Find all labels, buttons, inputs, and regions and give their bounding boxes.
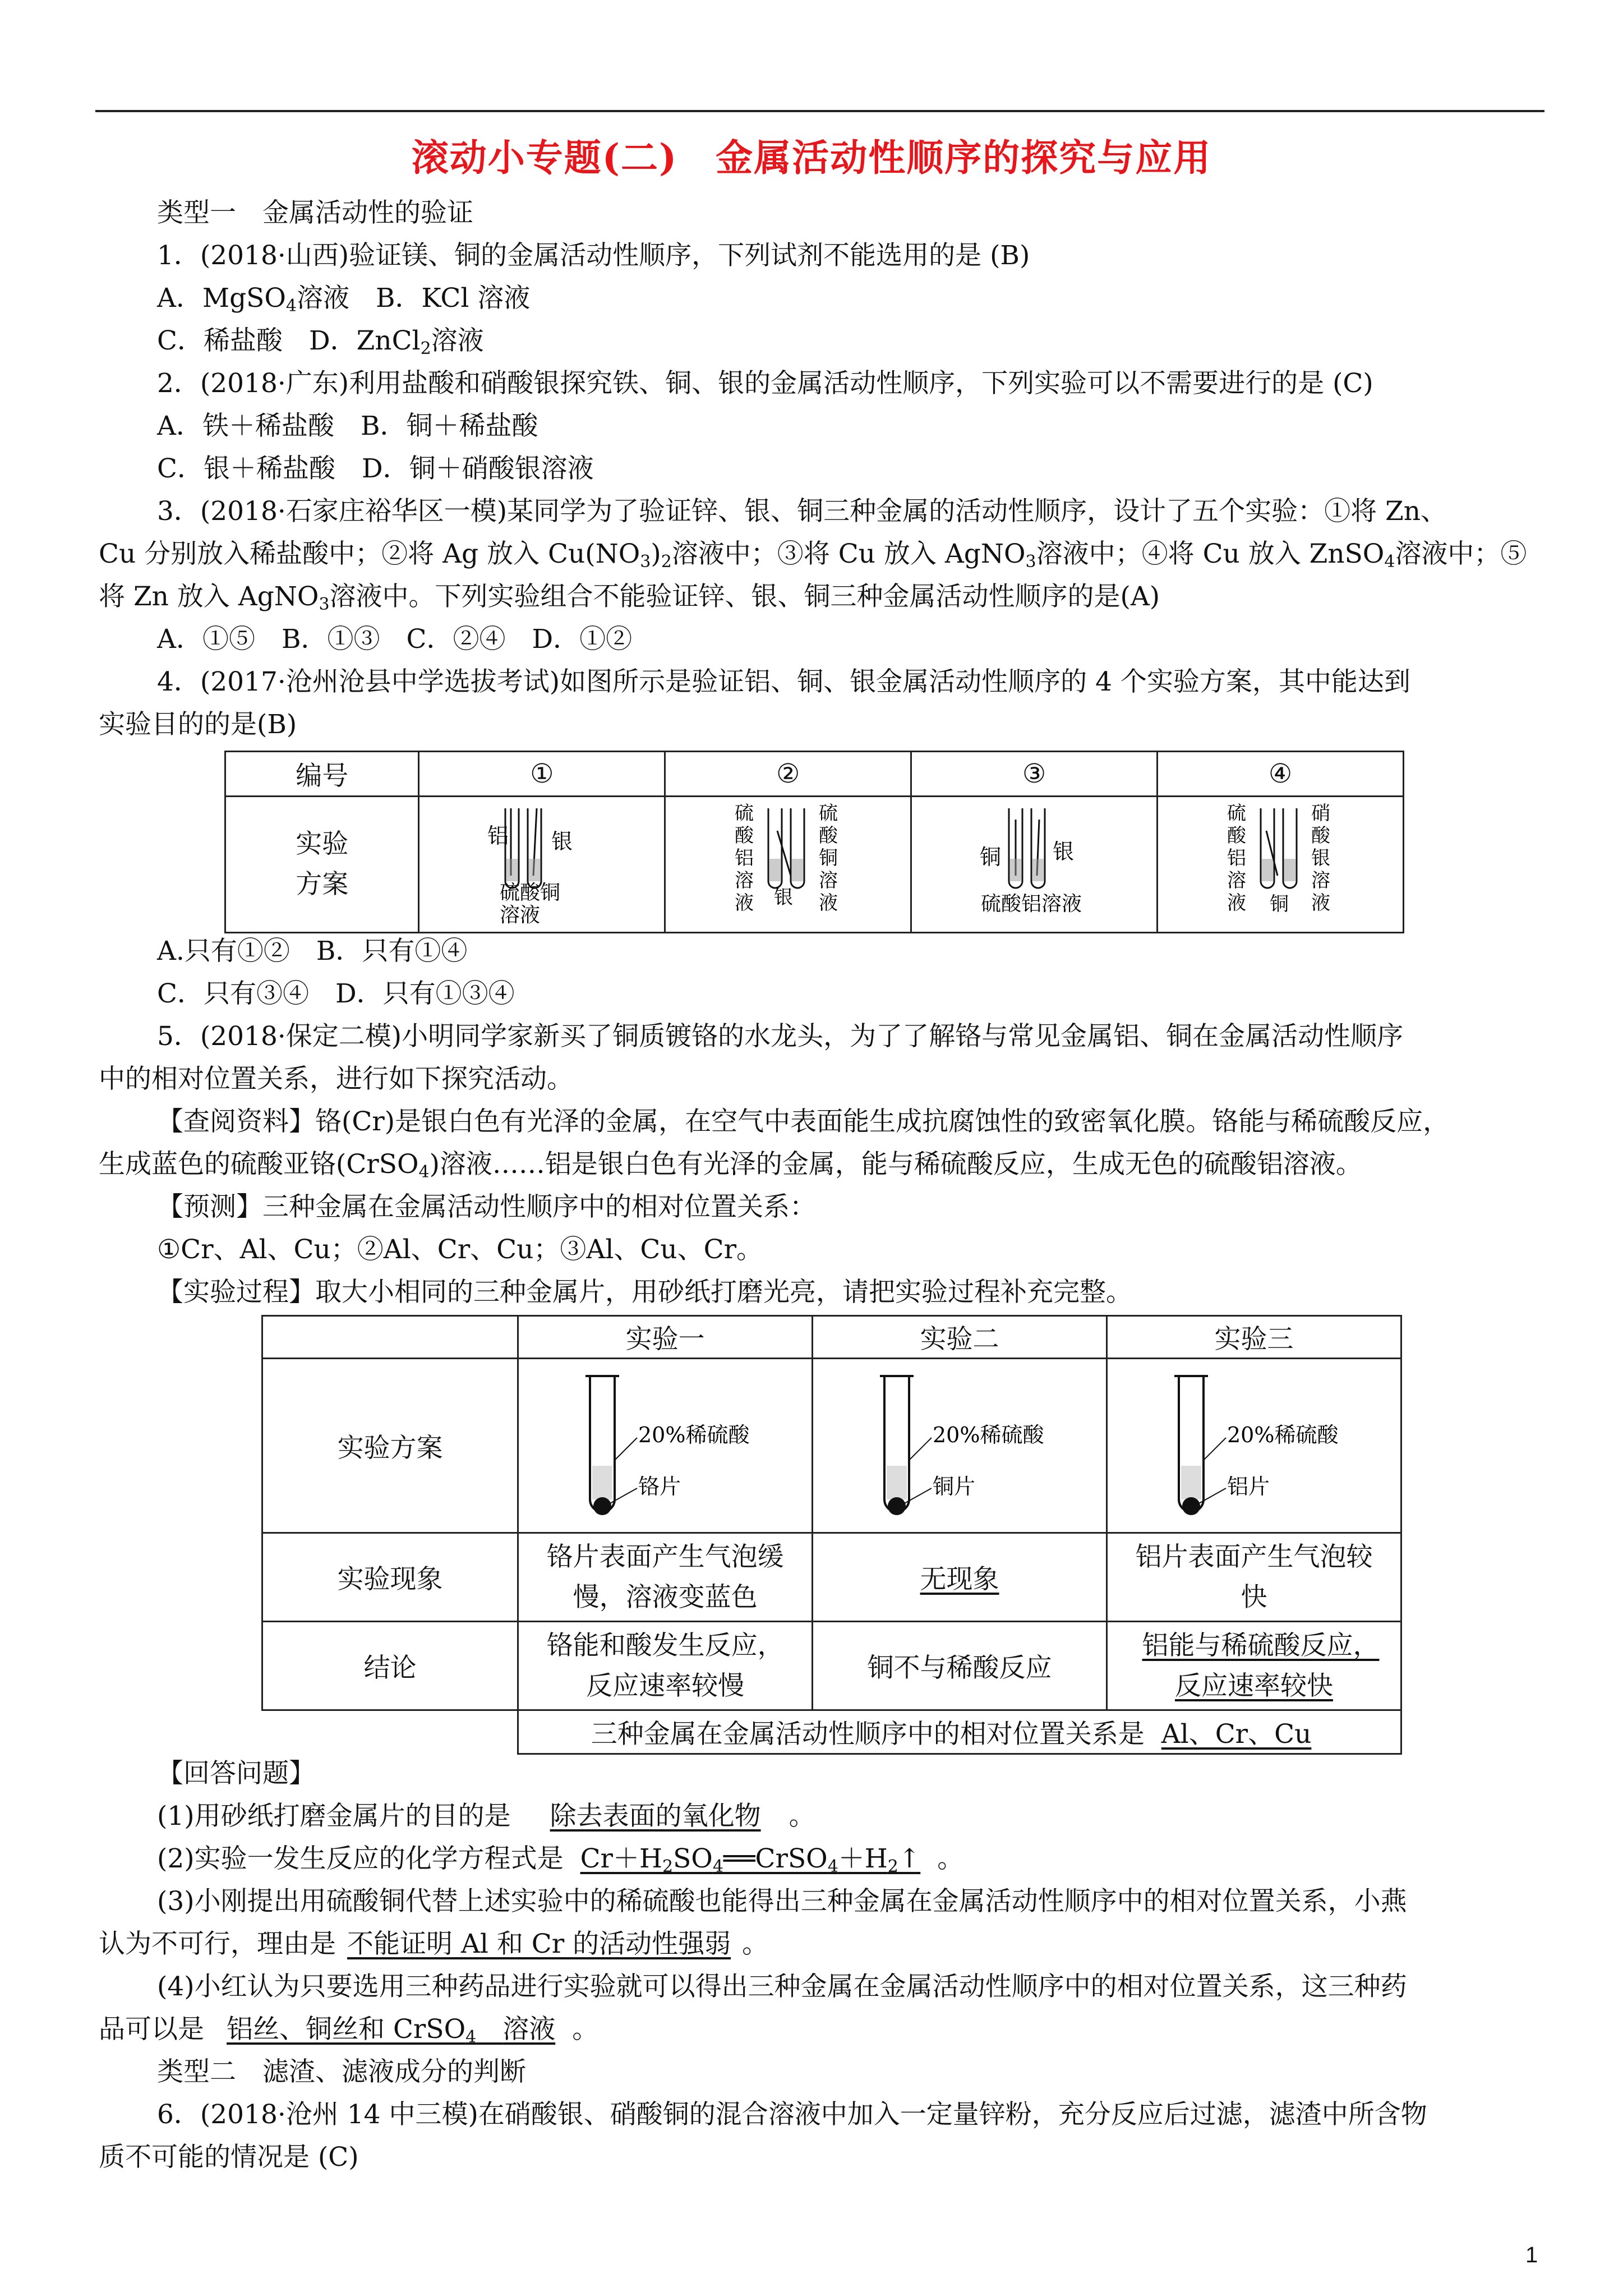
q4-header-4: ④	[1158, 752, 1404, 797]
q5-conclusion-1: 铬能和酸发生反应， 反应速率较慢	[518, 1622, 813, 1710]
q5-phenomenon-3: 铝片表面产生气泡较 快	[1107, 1533, 1401, 1622]
q5-header-2: 实验二	[813, 1316, 1107, 1359]
chemical-equation: $Cr+H_2SO_4══CrSO_4+H_2↑$	[580, 1843, 921, 1876]
q5-row-phenomenon-label: 实验现象	[262, 1533, 518, 1622]
c2-left-char-2: 酸	[735, 825, 754, 847]
q6-line-1: 6．(2018·沧州 14 中三模)在硝酸银、硝酸铜的混合溶液中加入一定量锌粉，充分反应后过滤，滤渣中所含物	[157, 2099, 1427, 2130]
c1-bottom-label-1: 硫酸铜	[500, 881, 561, 904]
q5-header-1: 实验一	[518, 1316, 813, 1359]
q5-table	[261, 1315, 1402, 1755]
section-heading-1: 类型一 金属活动性的验证	[157, 197, 473, 228]
c4-left-char-5: 液	[1227, 892, 1247, 914]
q5-summary-empty	[262, 1710, 518, 1754]
metal-label-3: 铝片	[1227, 1474, 1270, 1499]
c3-right-label: 银	[1053, 839, 1075, 864]
q4-line-1: 4．(2017·沧州沧县中学选拔考试)如图所示是验证铝、铜、银金属活动性顺序的 4 个实验方案，其中能达到	[157, 666, 1410, 697]
q5-conclusion-2: 铜不与稀酸反应	[813, 1622, 1107, 1710]
q5-phenomenon-2: 无现象	[813, 1533, 1107, 1622]
c3-left-label: 铜	[980, 845, 1002, 869]
c4-left-char-1: 硫	[1227, 802, 1247, 825]
q5-header-empty	[262, 1316, 518, 1359]
c4-left-char-3: 铝	[1227, 847, 1247, 869]
q4-options-ab: A.只有①② B．只有①④	[157, 936, 468, 967]
q3-options: A．①⑤ B．①③ C．②④ D．①②	[157, 624, 633, 655]
q5-header-3: 实验三	[1107, 1316, 1401, 1359]
q1-stem: 1．(2018·山西)验证镁、铜的金属活动性顺序，下列试剂不能选用的是 (B)	[157, 240, 1030, 271]
metal-label-1: 铬片	[638, 1474, 681, 1499]
q4-options-cd: C．只有③④ D．只有①③④	[157, 978, 515, 1009]
q4-header-1: ①	[419, 752, 665, 797]
acid-label-2: 20%稀硫酸	[933, 1423, 1044, 1447]
c2-mid-label: 银	[774, 886, 794, 909]
section-heading-2: 类型二 滤渣、滤液成分的判断	[157, 2056, 526, 2087]
page-title: 滚动小专题(二) 金属活动性顺序的探究与应用	[411, 136, 1212, 180]
page-number: 1	[1525, 2243, 1538, 2267]
q4-row-label: 实验 方案	[225, 797, 419, 933]
q5-conclusion-3: 铝能与稀硫酸反应， 反应速率较快	[1107, 1622, 1401, 1710]
c3-bottom-label: 硫酸铝溶液	[981, 892, 1082, 915]
q3-line-2: Cu 分别放入稀盐酸中；②将 Ag 放入 $Cu(NO_3)_2$溶液中；③将 Cu 放入 AgNO$_3$溶液中；④将 Cu 放入 ZnSO$_4$溶液中；⑤	[99, 539, 1527, 572]
test-tube-diagram-4	[1160, 797, 1401, 925]
c4-right-char-4: 溶	[1311, 869, 1331, 892]
c2-right-char-5: 液	[819, 892, 838, 914]
test-tube-diagram-1	[421, 797, 662, 925]
q5-row-scheme-label: 实验方案	[262, 1359, 518, 1533]
q5-answer-3-line-2: 认为不可行，理由是 不能证明 Al 和 Cr 的活动性强弱 。	[99, 1929, 769, 1959]
c4-right-char-1: 硝	[1311, 802, 1331, 825]
q5-predict-options: ①Cr、Al、Cu；②Al、Cr、Cu；③Al、Cu、Cr。	[157, 1234, 763, 1265]
q5-summary: 三种金属在金属活动性顺序中的相对位置关系是 Al、Cr、Cu	[518, 1710, 1401, 1754]
c2-left-char-1: 硫	[735, 802, 754, 825]
q5-answer-4-line-2: 品可以是 铝丝、铜丝和 CrSO$_4$ 溶液 。	[99, 2014, 599, 2047]
q4-diagram-3	[911, 797, 1158, 933]
q2-stem: 2．(2018·广东)利用盐酸和硝酸银探究铁、铜、银的金属活动性顺序，下列实验可以不需要进行的是 (C)	[157, 368, 1373, 399]
test-tube-copper	[814, 1359, 1105, 1525]
q4-header-2: ②	[665, 752, 911, 797]
q3-line-1: 3．(2018·石家庄裕华区一模)某同学为了验证锌、银、铜三种金属的活动性顺序，设计了五个实验：①将 Zn、	[157, 496, 1447, 527]
q5-answer-heading: 【回答问题】	[157, 1758, 315, 1789]
c1-right-label: 银	[551, 829, 573, 854]
c2-right-char-3: 铜	[819, 847, 838, 869]
q5-process: 【实验过程】取大小相同的三种金属片，用砂纸打磨光亮，请把实验过程补充完整。	[157, 1277, 1132, 1308]
q4-diagram-1	[419, 797, 665, 933]
q1-options-cd: C．稀盐酸 D．ZnCl$_2$溶液	[157, 325, 484, 358]
c4-left-char-2: 酸	[1227, 825, 1247, 847]
q5-scheme-2	[813, 1359, 1107, 1533]
q5-predict: 【预测】三种金属在金属活动性顺序中的相对位置关系：	[157, 1191, 816, 1222]
acid-label-3: 20%稀硫酸	[1227, 1423, 1339, 1447]
c2-left-char-5: 液	[735, 892, 754, 914]
c4-left-char-4: 溶	[1227, 869, 1247, 892]
c4-mid-label: 铜	[1270, 893, 1289, 915]
q3-line-3: 将 Zn 放入 AgNO$_3$溶液中。下列实验组合不能验证锌、银、铜三种金属活动性顺序的是(A)	[99, 581, 1160, 614]
q4-line-2: 实验目的的是(B)	[99, 709, 297, 740]
header-rule	[95, 110, 1544, 112]
q2-options-cd: C．银＋稀盐酸 D．铜＋硝酸银溶液	[157, 453, 594, 484]
q5-answer-4-line-1: (4)小红认为只要选用三种药品进行实验就可以得出三种金属在金属活动性顺序中的相对位置关系，这三种药	[157, 1971, 1407, 2002]
q5-answer-3-line-1: (3)小刚提出用硫酸铜代替上述实验中的稀硫酸也能得出三种金属在金属活动性顺序中的相对位置关系，小燕	[157, 1886, 1407, 1917]
c2-left-char-4: 溶	[735, 869, 754, 892]
c2-right-char-4: 溶	[819, 869, 838, 892]
q5-row-conclusion-label: 结论	[262, 1622, 518, 1710]
test-tube-diagram-3	[914, 797, 1155, 925]
c2-right-char-2: 酸	[819, 825, 838, 847]
test-tube-aluminum	[1108, 1359, 1400, 1525]
test-tube-chromium	[519, 1359, 811, 1525]
q6-line-2: 质不可能的情况是 (C)	[99, 2142, 359, 2173]
q4-diagram-4	[1158, 797, 1404, 933]
c1-bottom-label-2: 溶液	[500, 904, 541, 925]
q5-scheme-1	[518, 1359, 813, 1533]
test-tube-diagram-2	[667, 797, 909, 925]
q4-header-3: ③	[911, 752, 1158, 797]
q5-info-1: 【查阅资料】铬(Cr)是银白色有光泽的金属，在空气中表面能生成抗腐蚀性的致密氧化膜。铬能与稀硫酸反应，	[157, 1106, 1450, 1137]
q5-line-2: 中的相对位置关系，进行如下探究活动。	[99, 1064, 573, 1094]
q2-options-ab: A．铁＋稀盐酸 B．铜＋稀盐酸	[157, 411, 538, 441]
q1-options-ab: A．MgSO$_4$溶液 B．KCl 溶液	[157, 283, 531, 316]
q5-scheme-3	[1107, 1359, 1401, 1533]
q5-info-2: 生成蓝色的硫酸亚铬(CrSO$_4$)溶液……铝是银白色有光泽的金属，能与稀硫酸反应，生成无色的硫酸铝溶液。	[99, 1149, 1362, 1182]
q4-header-label: 编号	[225, 752, 419, 797]
q4-table	[224, 751, 1404, 933]
q5-line-1: 5．(2018·保定二模)小明同学家新买了铜质镀铬的水龙头，为了了解铬与常见金属铝、铜在金属活动性顺序	[157, 1021, 1404, 1052]
q5-answer-2: (2)实验一发生反应的化学方程式是 $Cr+H_2SO_4══CrSO_4+H_2↑$ 。	[157, 1843, 964, 1876]
c2-left-char-3: 铝	[735, 847, 754, 869]
q5-answer-1: (1)用砂纸打磨金属片的目的是 除去表面的氧化物 。	[157, 1801, 815, 1832]
metal-label-2: 铜片	[933, 1474, 976, 1499]
q5-phenomenon-1: 铬片表面产生气泡缓 慢，溶液变蓝色	[518, 1533, 813, 1622]
c2-right-char-1: 硫	[819, 802, 838, 825]
c4-right-char-2: 酸	[1311, 825, 1331, 847]
q4-diagram-2	[665, 797, 911, 933]
acid-label-1: 20%稀硫酸	[638, 1423, 750, 1447]
c1-left-label: 铝	[487, 823, 509, 848]
c4-right-char-5: 液	[1311, 892, 1331, 914]
c4-right-char-3: 银	[1311, 847, 1331, 869]
